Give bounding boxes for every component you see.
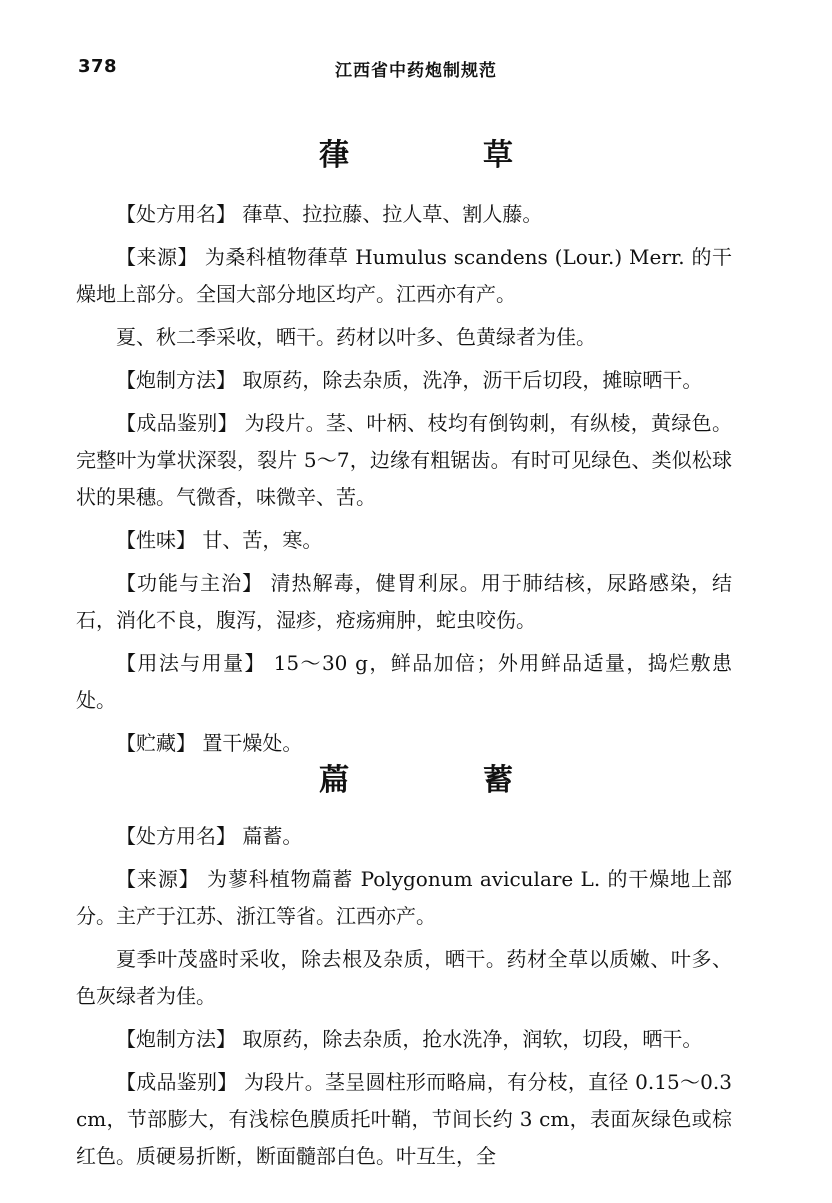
section-label: 【贮藏】 bbox=[116, 731, 196, 755]
section-label: 【炮制方法】 bbox=[116, 1027, 236, 1051]
section-label: 【用法与用量】 bbox=[116, 651, 266, 675]
paragraph-harvest bbox=[76, 319, 732, 356]
page-number: 378 bbox=[78, 56, 118, 77]
section-text: 为段片。茎、叶柄、枝均有倒钩刺，有纵棱，黄绿色。完整叶为掌状深裂，裂片 5～7，边缘有粗锯齿。有时可见绿色、类似松球状的果穗。气微香，味微辛、苦。 bbox=[76, 411, 733, 509]
section-text: 清热解毒，健胃利尿。用于肺结核，尿路感染，结石，消化不良，腹泻，湿疹，疮疡痈肿，蛇虫咬伤。 bbox=[76, 571, 732, 632]
section-label: 【来源】 bbox=[116, 245, 198, 269]
section-label: 【成品鉴别】 bbox=[116, 411, 238, 435]
entry-body-lvcao bbox=[76, 196, 732, 768]
section-label: 【成品鉴别】 bbox=[116, 1070, 238, 1094]
entry-title-lvcao: 葎 草 bbox=[319, 138, 565, 173]
section-label: 【来源】 bbox=[116, 867, 200, 891]
section-text: 为桑科植物葎草 Humulus scandens (Lour.) Merr. 的干燥地上部分。全国大部分地区均产。江西亦有产。 bbox=[76, 245, 733, 306]
section-text: 甘、苦，寒。 bbox=[196, 528, 323, 552]
paragraph-product-identification bbox=[76, 1064, 732, 1175]
paragraph-processing-method bbox=[76, 1021, 732, 1058]
page-header bbox=[0, 52, 832, 82]
section-text: 葎草、拉拉藤、拉人草、割人藤。 bbox=[236, 202, 543, 226]
section-text: 为蓼科植物萹蓄 Polygonum aviculare L. 的干燥地上部分。主产于江苏、浙江等省。江西亦产。 bbox=[76, 867, 733, 928]
paragraph-source bbox=[76, 861, 732, 935]
paragraph-harvest bbox=[76, 941, 732, 1015]
paragraph-product-identification bbox=[76, 405, 732, 516]
paragraph-properties bbox=[76, 522, 732, 559]
section-label: 【处方用名】 bbox=[116, 824, 236, 848]
paragraph-prescription-name bbox=[76, 818, 732, 855]
section-text: 取原药，除去杂质，洗净，沥干后切段，摊晾晒干。 bbox=[236, 368, 703, 392]
running-title: 江西省中药炮制规范 bbox=[335, 61, 497, 81]
paragraph-usage-dosage bbox=[76, 645, 732, 719]
section-text: 夏季叶茂盛时采收，除去根及杂质，晒干。药材全草以质嫩、叶多、色灰绿者为佳。 bbox=[76, 947, 732, 1008]
paragraph-source bbox=[76, 239, 732, 313]
paragraph-processing-method bbox=[76, 362, 732, 399]
entry-title-bianxu: 萹 蓄 bbox=[319, 763, 565, 798]
section-label: 【处方用名】 bbox=[116, 202, 236, 226]
section-text: 15～30 g，鲜品加倍；外用鲜品适量，捣烂敷患处。 bbox=[76, 651, 733, 712]
section-text: 取原药，除去杂质，抢水洗净，润软，切段，晒干。 bbox=[236, 1027, 703, 1051]
entry-body-bianxu bbox=[76, 818, 732, 1181]
section-text: 置干燥处。 bbox=[196, 731, 303, 755]
section-text: 萹蓄。 bbox=[236, 824, 303, 848]
section-label: 【炮制方法】 bbox=[116, 368, 236, 392]
section-text: 为段片。茎呈圆柱形而略扁，有分枝，直径 0.15～0.3 cm，节部膨大，有浅棕色膜质托叶鞘，节间长约 3 cm，表面灰绿色或棕红色。质硬易折断，断面髓部白色。叶互生，全 bbox=[76, 1070, 732, 1168]
paragraph-functions bbox=[76, 565, 732, 639]
section-label: 【性味】 bbox=[116, 528, 196, 552]
section-text: 夏、秋二季采收，晒干。药材以叶多、色黄绿者为佳。 bbox=[116, 325, 596, 349]
paragraph-prescription-name bbox=[76, 196, 732, 233]
section-label: 【功能与主治】 bbox=[116, 571, 264, 595]
